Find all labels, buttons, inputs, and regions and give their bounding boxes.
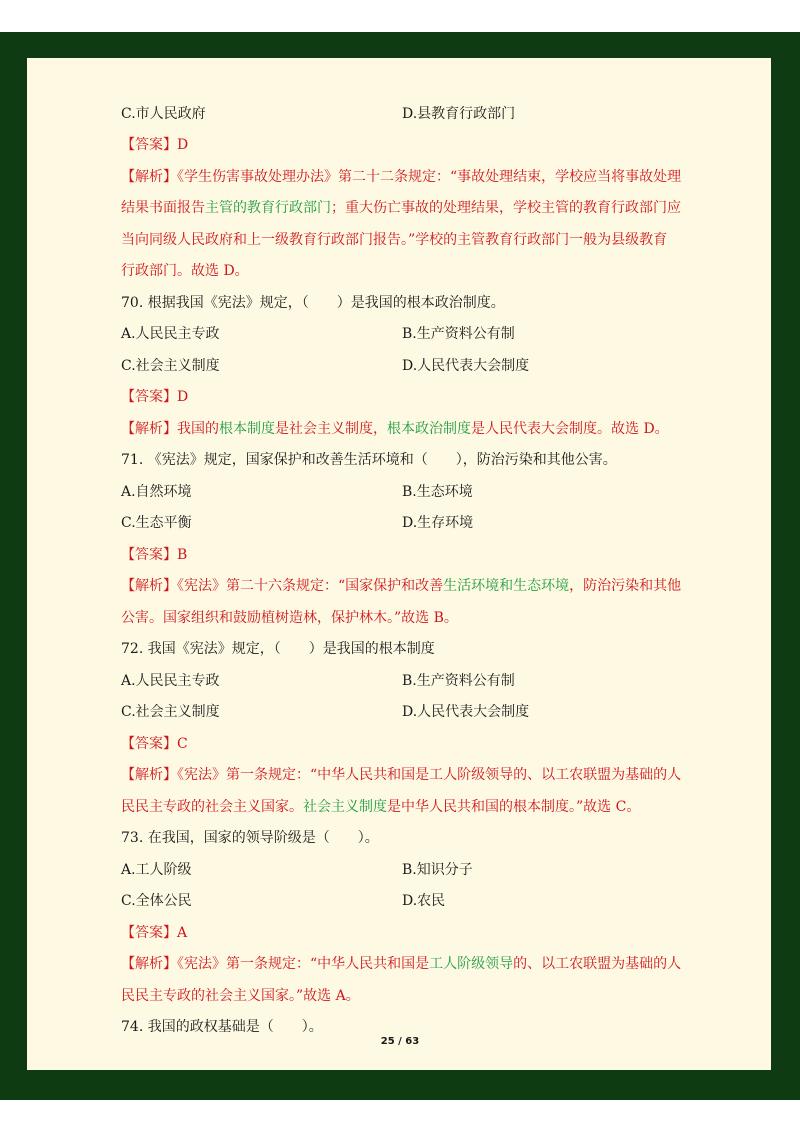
option-c: C.市人民政府 (121, 106, 206, 122)
q71-option-c: C.生态平衡 (121, 515, 192, 531)
explanation-69-line3: 当向同级人民政府和上一级教育行政部门报告。”学校的主管教育行政部门一般为县级教育 (121, 232, 668, 248)
q72-option-a: A.人民民主专政 (121, 673, 220, 689)
q72-option-c: C.社会主义制度 (121, 704, 220, 720)
question-71: 71. 《宪法》规定，国家保护和改善生活环境和（ ），防治污染和其他公害。 (121, 452, 617, 468)
answer-72: 【答案】C (121, 736, 188, 752)
question-72: 72. 我国《宪法》规定，（ ）是我国的根本制度 (121, 641, 435, 657)
answer-69: 【答案】D (121, 137, 189, 153)
answer-70: 【答案】D (121, 389, 189, 405)
explanation-71-line2: 公害。国家组织和鼓励植树造林，保护林木。”故选 B。 (121, 610, 458, 626)
explanation-70: 【解析】我国的根本制度是社会主义制度，根本政治制度是人民代表大会制度。故选 D。 (121, 421, 669, 437)
explanation-73-line2: 民民主专政的社会主义国家。”故选 A。 (121, 988, 360, 1004)
question-70: 70. 根据我国《宪法》规定，（ ）是我国的根本政治制度。 (121, 295, 505, 311)
explanation-69-line2: 结果书面报告主管的教育行政部门；重大伤亡事故的处理结果，学校主管的教育行政部门应 (121, 200, 681, 216)
explanation-72-line2: 民民主专政的社会主义国家。社会主义制度是中华人民共和国的根本制度。”故选 C。 (121, 799, 641, 815)
q73-option-c: C.全体公民 (121, 893, 192, 909)
q70-option-c: C.社会主义制度 (121, 358, 220, 374)
explanation-69-line4: 行政部门。故选 D。 (121, 263, 249, 279)
answer-71: 【答案】B (121, 547, 188, 563)
q70-option-b: B.生产资料公有制 (402, 326, 515, 342)
q72-option-b: B.生产资料公有制 (402, 673, 515, 689)
q71-option-a: A.自然环境 (121, 484, 192, 500)
q71-option-b: B.生态环境 (402, 484, 473, 500)
highlight: 主管的教育行政部门 (205, 200, 331, 216)
question-73: 73. 在我国，国家的领导阶级是（ ）。 (121, 830, 379, 846)
q73-option-a: A.工人阶级 (121, 862, 192, 878)
q73-option-d: D.农民 (402, 893, 446, 909)
option-d: D.县教育行政部门 (402, 106, 516, 122)
explanation-69-line1: 【解析】《学生伤害事故处理办法》第二十二条规定：“事故处理结束，学校应当将事故处理 (121, 169, 682, 185)
question-74: 74. 我国的政权基础是（ ）。 (121, 1019, 323, 1035)
answer-73: 【答案】A (121, 925, 188, 941)
q72-option-d: D.人民代表大会制度 (402, 704, 530, 720)
q70-option-d: D.人民代表大会制度 (402, 358, 530, 374)
explanation-71-line1: 【解析】《宪法》第二十六条规定：“国家保护和改善生活环境和生态环境，防治污染和其他 (121, 578, 682, 594)
q70-option-a: A.人民民主专政 (121, 326, 220, 342)
explanation-73-line1: 【解析】《宪法》第一条规定：“中华人民共和国是工人阶级领导的、以工农联盟为基础的人 (121, 956, 682, 972)
explanation-72-line1: 【解析】《宪法》第一条规定：“中华人民共和国是工人阶级领导的、以工农联盟为基础的人 (121, 767, 682, 783)
q71-option-d: D.生存环境 (402, 515, 474, 531)
q73-option-b: B.知识分子 (402, 862, 473, 878)
page-number: 25 / 63 (380, 1036, 420, 1047)
